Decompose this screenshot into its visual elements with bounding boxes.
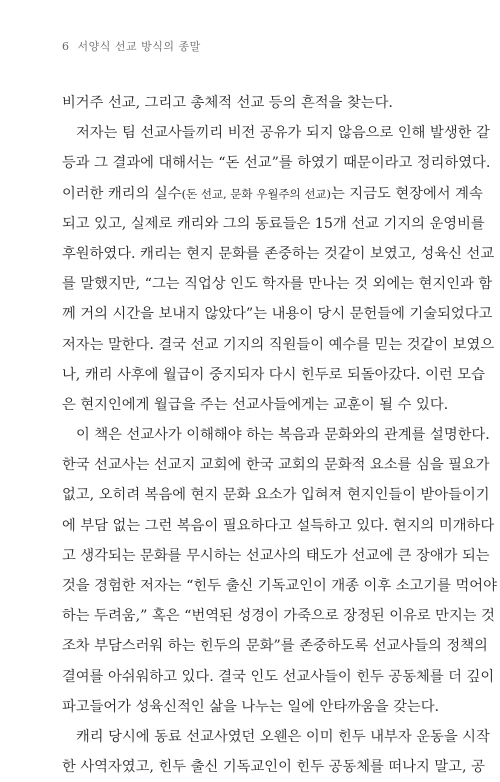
text-line: 나, 캐리 사후에 월급이 중지되자 다시 힌두로 되돌아갔다. 이런 모습 [62, 366, 485, 383]
text-line: 되고 있고, 실제로 캐리와 그의 동료들은 15개 선교 기지의 운영비를 [62, 215, 485, 232]
text-line: 결여를 아쉬워하고 있다. 결국 인도 선교사들이 힌두 공동체를 더 깊이 [62, 668, 495, 685]
page-number: 6 [62, 40, 70, 53]
text-line: 하는 두려움,” 혹은 “번역된 성경이 가죽으로 장정된 이유로 만지는 것 [62, 608, 495, 625]
text-line: 비거주 선교, 그리고 총체적 선교 등의 흔적을 찾는다. [62, 95, 393, 111]
text-line: 파고들어가 성육신적인 삶을 나누는 일에 안타까움을 갖는다. [62, 698, 440, 715]
text-line: 한 사역자였고, 힌두 출신 기독교인이 힌두 공동체를 떠나지 말고, 공 [62, 759, 485, 776]
text-line: 저자는 말한다. 결국 선교 기지의 직원들이 예수를 믿는 것같이 보였으 [62, 336, 495, 353]
text-line: 이 책은 선교사가 이해해야 하는 복음과 문화와의 관계를 설명한다. [76, 427, 490, 444]
text-line: 한국 선교사는 선교지 교회에 한국 교회의 문화적 요소를 심을 필요가 [62, 457, 490, 474]
text-line: 께 거의 시간을 보내지 않았다”는 내용이 당시 문헌들에 기술되었다고 [62, 306, 493, 323]
running-header [62, 38, 201, 54]
text-line: 고 생각되는 문화를 무시하는 선교사의 태도가 선교에 큰 장애가 되는 [62, 547, 490, 564]
inline-note: (돈 선교, 문화 우월주의 선교) [181, 186, 332, 201]
text-line: 것을 경험한 저자는 “힌두 출신 기독교인이 개종 이후 소고기를 먹어야 [62, 578, 497, 594]
running-title: 서양식 선교 방식의 종말 [77, 40, 201, 53]
text-line: 에 부담 없는 그런 복음이 필요하다고 설득하고 있다. 현지의 미개하다 [62, 517, 495, 534]
body-text [62, 88, 497, 782]
text-line: 은 현지인에게 월급을 주는 선교사들에게는 교훈이 될 수 있다. [62, 396, 449, 413]
text-line: 를 말했지만, “그는 직업상 인도 학자를 만나는 것 외에는 현지인과 함 [62, 276, 493, 293]
text-line: 캐리 당시에 동료 선교사였던 오웬은 이미 힌두 내부자 운동을 시작 [76, 728, 490, 745]
text-line: 등과 그 결과에 대해서는 “돈 선교”를 하였기 때문이라고 정리하였다. [62, 155, 491, 172]
text-line: 저자는 팀 선교사들끼리 비전 공유가 되지 않음으로 인해 발생한 갈 [76, 125, 490, 142]
text-line: 조차 부담스러워 하는 힌두의 문화”를 존중하도록 선교사들의 정책의 [62, 638, 488, 655]
text-line: 후원하였다. 캐리는 현지 문화를 존중하는 것같이 보였고, 성육신 선교 [62, 245, 495, 262]
text-line: 이러한 캐리의 실수(돈 선교, 문화 우월주의 선교)는 지금도 현장에서 계속 [62, 185, 483, 202]
text-line: 없고, 오히려 복음에 현지 문화 요소가 입혀져 현지인들이 받아들이기 [62, 487, 490, 504]
